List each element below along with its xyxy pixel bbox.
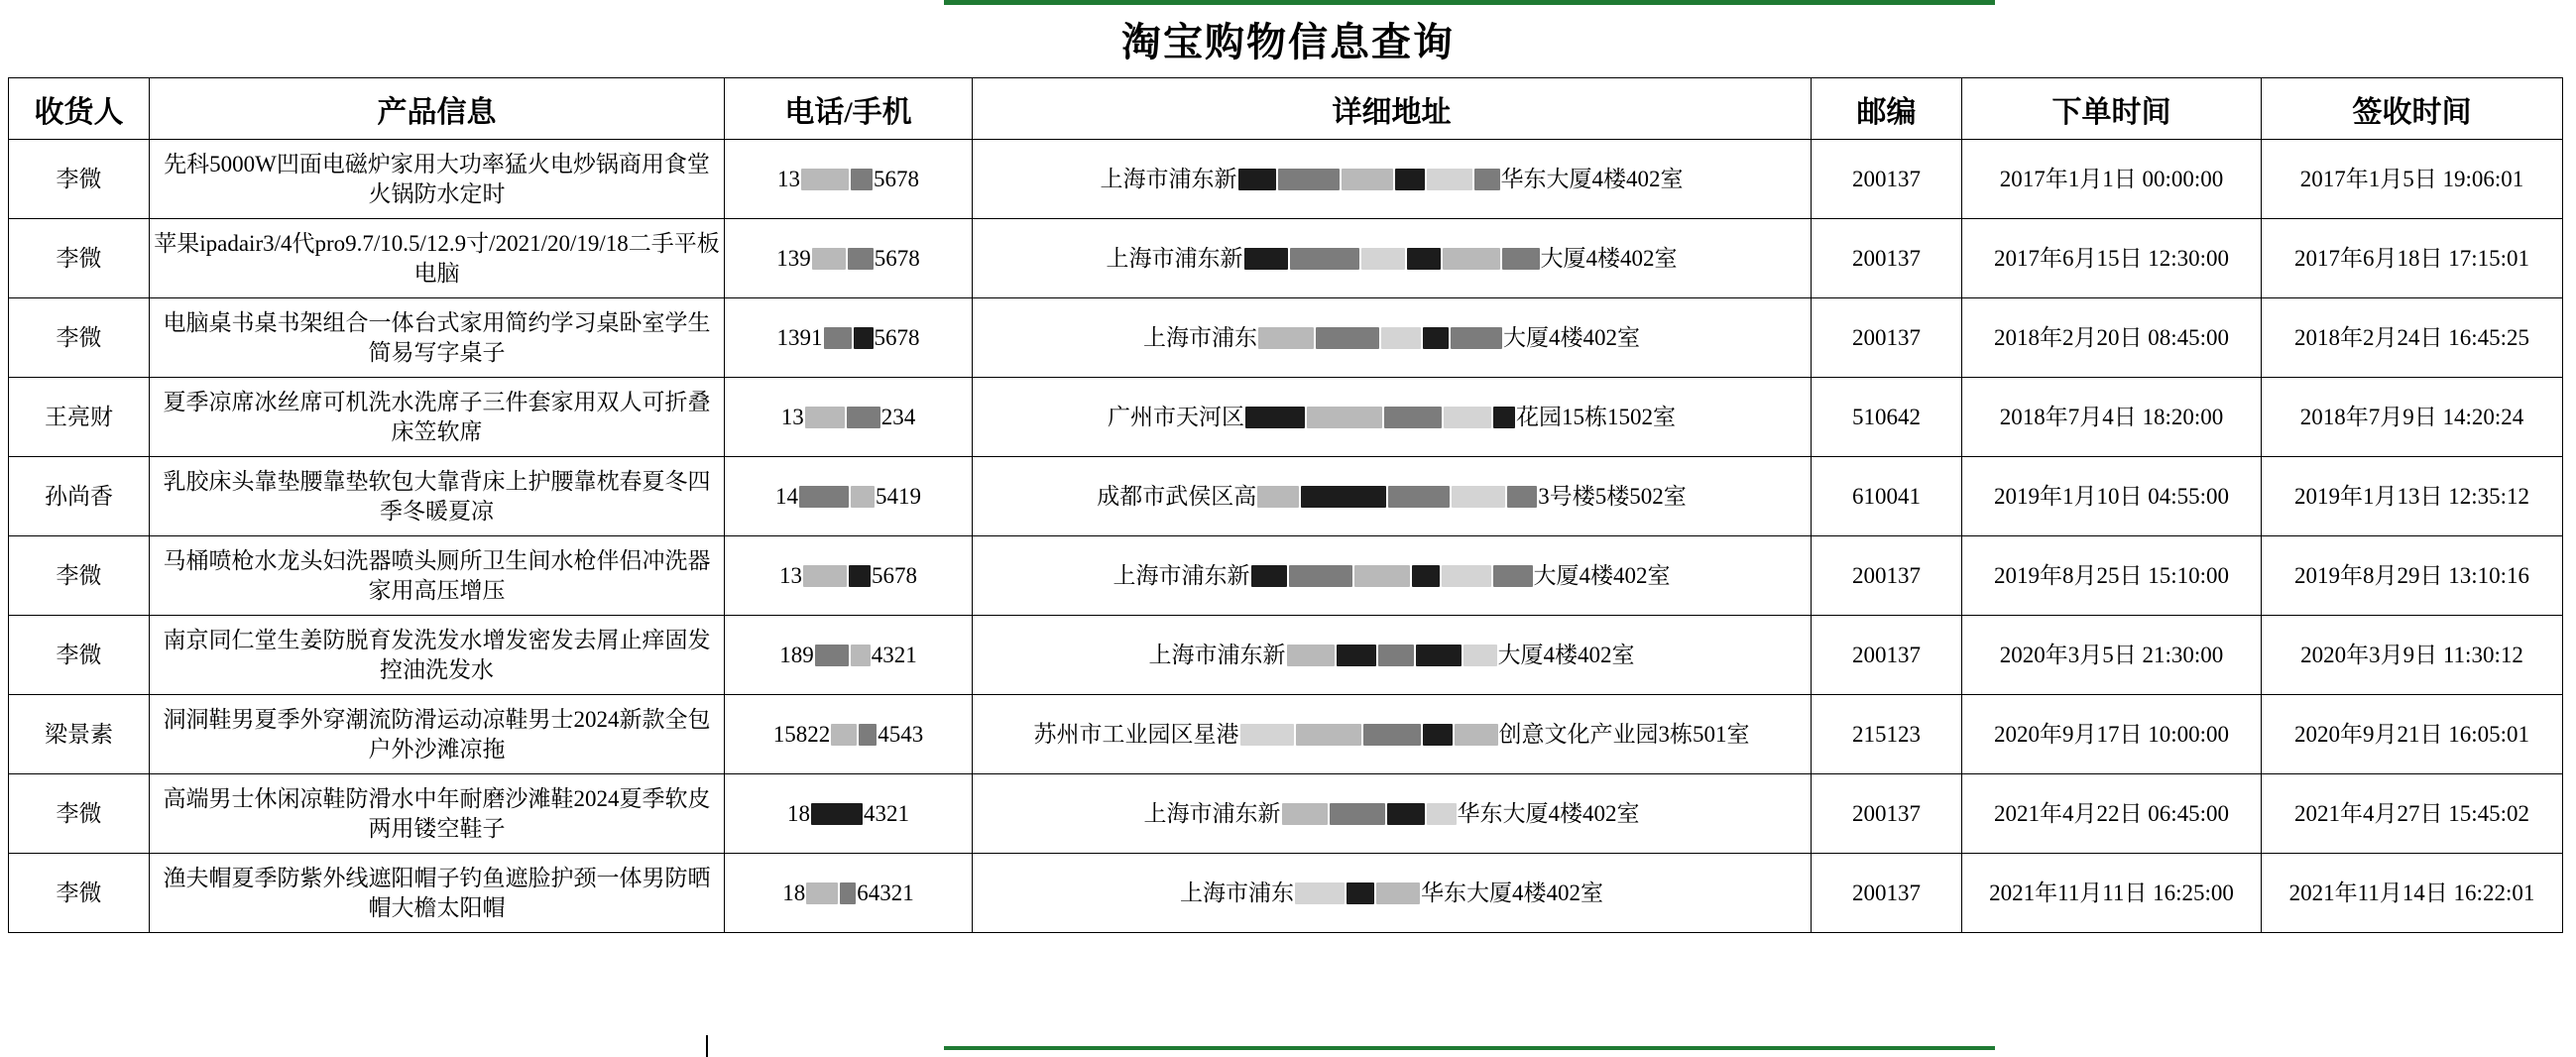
redaction-block bbox=[1337, 645, 1376, 666]
orders-table bbox=[8, 77, 2563, 933]
phone-prefix: 13 bbox=[780, 404, 804, 429]
phone-suffix: 64321 bbox=[857, 880, 914, 905]
address-prefix: 成都市武侯区高 bbox=[1097, 483, 1257, 509]
phone-prefix: 13 bbox=[777, 166, 800, 191]
redaction-block bbox=[1361, 248, 1405, 270]
column-header-receiver: 收货人 bbox=[9, 78, 150, 140]
redaction-block bbox=[1427, 169, 1472, 190]
cell-phone bbox=[725, 378, 973, 457]
redaction-block bbox=[1381, 327, 1421, 349]
cell-zip: 200137 bbox=[1812, 616, 1962, 695]
cell-phone bbox=[725, 457, 973, 536]
cell-zip: 200137 bbox=[1812, 298, 1962, 378]
cell-sign-time: 2021年4月27日 15:45:02 bbox=[2262, 774, 2563, 854]
cell-order-time: 2018年2月20日 08:45:00 bbox=[1962, 298, 2262, 378]
cell-address bbox=[973, 140, 1812, 219]
redaction-block bbox=[1507, 486, 1537, 508]
redaction-block bbox=[1307, 407, 1382, 428]
cell-phone bbox=[725, 298, 973, 378]
redaction-block bbox=[848, 248, 874, 270]
redaction-block bbox=[1443, 248, 1500, 270]
redaction-block bbox=[854, 327, 874, 349]
redaction-block bbox=[1289, 565, 1352, 587]
redaction-block bbox=[1354, 565, 1410, 587]
phone-suffix: 5678 bbox=[874, 324, 920, 350]
table-row bbox=[9, 774, 2563, 854]
redaction-block bbox=[831, 724, 857, 746]
cell-zip: 200137 bbox=[1812, 536, 1962, 616]
phone-suffix: 5678 bbox=[874, 166, 919, 191]
redaction-block bbox=[1245, 407, 1305, 428]
phone-prefix: 189 bbox=[779, 642, 814, 667]
table-row bbox=[9, 616, 2563, 695]
cell-phone bbox=[725, 854, 973, 933]
cell-zip: 200137 bbox=[1812, 774, 1962, 854]
redaction-block bbox=[1282, 803, 1328, 825]
table-row bbox=[9, 854, 2563, 933]
phone-suffix: 4321 bbox=[871, 642, 917, 667]
table-row bbox=[9, 536, 2563, 616]
column-header-phone: 电话/手机 bbox=[725, 78, 973, 140]
cell-zip: 200137 bbox=[1812, 219, 1962, 298]
redaction-block bbox=[1244, 248, 1288, 270]
address-prefix: 广州市天河区 bbox=[1108, 404, 1244, 429]
phone-prefix: 13 bbox=[779, 562, 802, 588]
redaction-block bbox=[799, 486, 849, 508]
table-row bbox=[9, 378, 2563, 457]
cell-order-time: 2017年1月1日 00:00:00 bbox=[1962, 140, 2262, 219]
cell-address bbox=[973, 695, 1812, 774]
phone-prefix: 18 bbox=[782, 880, 806, 905]
redaction-block bbox=[811, 803, 863, 825]
cell-zip: 610041 bbox=[1812, 457, 1962, 536]
redaction-block bbox=[1395, 169, 1425, 190]
cell-phone bbox=[725, 774, 973, 854]
cell-product: 洞洞鞋男夏季外穿潮流防滑运动凉鞋男士2024新款全包户外沙滩凉拖 bbox=[150, 695, 725, 774]
redaction-block bbox=[1258, 327, 1314, 349]
column-header-address: 详细地址 bbox=[973, 78, 1812, 140]
cell-sign-time: 2019年8月29日 13:10:16 bbox=[2262, 536, 2563, 616]
redaction-block bbox=[851, 645, 871, 666]
redaction-block bbox=[1301, 486, 1386, 508]
redaction-block bbox=[1295, 882, 1345, 904]
cell-zip: 200137 bbox=[1812, 854, 1962, 933]
redaction-block bbox=[1493, 565, 1533, 587]
cell-address bbox=[973, 219, 1812, 298]
address-suffix: 华东大厦4楼402室 bbox=[1457, 800, 1640, 826]
cell-sign-time: 2020年9月21日 16:05:01 bbox=[2262, 695, 2563, 774]
cell-phone bbox=[725, 695, 973, 774]
selection-highlight-border bbox=[944, 1046, 1995, 1050]
table-header-row bbox=[9, 78, 2563, 140]
redaction-block bbox=[1257, 486, 1299, 508]
cell-address bbox=[973, 378, 1812, 457]
redaction-block bbox=[1493, 407, 1515, 428]
phone-prefix: 139 bbox=[776, 245, 811, 271]
redaction-block bbox=[805, 407, 845, 428]
address-suffix: 大厦4楼402室 bbox=[1497, 642, 1635, 667]
redaction-block bbox=[1363, 724, 1421, 746]
cell-product: 渔夫帽夏季防紫外线遮阳帽子钓鱼遮脸护颈一体男防晒帽大檐太阳帽 bbox=[150, 854, 725, 933]
cell-phone bbox=[725, 140, 973, 219]
redaction-block bbox=[840, 882, 856, 904]
top-accent-bar bbox=[944, 0, 1995, 5]
redaction-block bbox=[801, 169, 849, 190]
address-suffix: 大厦4楼402室 bbox=[1540, 245, 1678, 271]
page-title: 淘宝购物信息查询 bbox=[1121, 19, 1455, 64]
redaction-block bbox=[1296, 724, 1361, 746]
column-header-sign-time: 签收时间 bbox=[2262, 78, 2563, 140]
cell-receiver: 李微 bbox=[9, 536, 150, 616]
cell-sign-time: 2021年11月14日 16:22:01 bbox=[2262, 854, 2563, 933]
redaction-block bbox=[1251, 565, 1287, 587]
cell-sign-time: 2017年1月5日 19:06:01 bbox=[2262, 140, 2563, 219]
cell-receiver: 孙尚香 bbox=[9, 457, 150, 536]
bottom-grid-line bbox=[706, 1035, 708, 1057]
redaction-block bbox=[1387, 803, 1425, 825]
redaction-block bbox=[1464, 645, 1497, 666]
redaction-block bbox=[1427, 803, 1457, 825]
phone-suffix: 5419 bbox=[876, 483, 921, 509]
phone-suffix: 4543 bbox=[878, 721, 924, 747]
cell-order-time: 2018年7月4日 18:20:00 bbox=[1962, 378, 2262, 457]
phone-suffix: 5678 bbox=[874, 245, 920, 271]
column-header-order-time: 下单时间 bbox=[1962, 78, 2262, 140]
address-prefix: 上海市浦东新 bbox=[1106, 245, 1243, 271]
redaction-block bbox=[1384, 407, 1442, 428]
redaction-block bbox=[1290, 248, 1359, 270]
cell-address bbox=[973, 457, 1812, 536]
address-suffix: 大厦4楼402室 bbox=[1533, 562, 1671, 588]
phone-suffix: 5678 bbox=[872, 562, 917, 588]
cell-order-time: 2019年1月10日 04:55:00 bbox=[1962, 457, 2262, 536]
redaction-block bbox=[1388, 486, 1450, 508]
redaction-block bbox=[1278, 169, 1340, 190]
redaction-block bbox=[1407, 248, 1441, 270]
redaction-block bbox=[1423, 327, 1449, 349]
redaction-block bbox=[851, 169, 873, 190]
cell-sign-time: 2018年7月9日 14:20:24 bbox=[2262, 378, 2563, 457]
cell-receiver: 李微 bbox=[9, 298, 150, 378]
cell-receiver: 李微 bbox=[9, 140, 150, 219]
cell-order-time: 2021年11月11日 16:25:00 bbox=[1962, 854, 2262, 933]
redaction-block bbox=[1455, 724, 1498, 746]
redaction-block bbox=[1347, 882, 1374, 904]
cell-product: 南京同仁堂生姜防脱育发洗发水增发密发去屑止痒固发控油洗发水 bbox=[150, 616, 725, 695]
table-row bbox=[9, 457, 2563, 536]
cell-zip: 215123 bbox=[1812, 695, 1962, 774]
cell-sign-time: 2017年6月18日 17:15:01 bbox=[2262, 219, 2563, 298]
address-prefix: 上海市浦东 bbox=[1180, 880, 1294, 905]
cell-product: 苹果ipadair3/4代pro9.7/10.5/12.9寸/2021/20/19/18二手平板电脑 bbox=[150, 219, 725, 298]
redaction-block bbox=[851, 486, 875, 508]
cell-product: 先科5000W凹面电磁炉家用大功率猛火电炒锅商用食堂火锅防水定时 bbox=[150, 140, 725, 219]
cell-sign-time: 2020年3月9日 11:30:12 bbox=[2262, 616, 2563, 695]
column-header-product: 产品信息 bbox=[150, 78, 725, 140]
redaction-block bbox=[1452, 486, 1505, 508]
redaction-block bbox=[1416, 645, 1462, 666]
table-row bbox=[9, 695, 2563, 774]
cell-phone bbox=[725, 219, 973, 298]
redaction-block bbox=[803, 565, 847, 587]
address-suffix: 创意文化产业园3栋501室 bbox=[1498, 721, 1750, 747]
cell-receiver: 李微 bbox=[9, 616, 150, 695]
redaction-block bbox=[1451, 327, 1502, 349]
cell-order-time: 2019年8月25日 15:10:00 bbox=[1962, 536, 2262, 616]
redaction-block bbox=[1444, 407, 1491, 428]
redaction-block bbox=[847, 407, 880, 428]
address-prefix: 上海市浦东新 bbox=[1143, 800, 1281, 826]
cell-phone bbox=[725, 536, 973, 616]
redaction-block bbox=[1330, 803, 1385, 825]
cell-sign-time: 2019年1月13日 12:35:12 bbox=[2262, 457, 2563, 536]
cell-product: 马桶喷枪水龙头妇洗器喷头厕所卫生间水枪伴侣冲洗器家用高压增压 bbox=[150, 536, 725, 616]
phone-prefix: 18 bbox=[787, 800, 810, 826]
address-prefix: 上海市浦东新 bbox=[1112, 562, 1250, 588]
phone-prefix: 1391 bbox=[776, 324, 823, 350]
address-suffix: 花园15栋1502室 bbox=[1516, 404, 1676, 429]
redaction-block bbox=[1442, 565, 1491, 587]
address-prefix: 上海市浦东新 bbox=[1148, 642, 1286, 667]
table-row bbox=[9, 298, 2563, 378]
cell-address bbox=[973, 854, 1812, 933]
column-header-zip: 邮编 bbox=[1812, 78, 1962, 140]
redaction-block bbox=[1423, 724, 1453, 746]
cell-product: 电脑桌书桌书架组合一体台式家用简约学习桌卧室学生简易写字桌子 bbox=[150, 298, 725, 378]
address-prefix: 上海市浦东 bbox=[1143, 324, 1257, 350]
redaction-block bbox=[1316, 327, 1379, 349]
cell-product: 夏季凉席冰丝席可机洗水洗席子三件套家用双人可折叠床笠软席 bbox=[150, 378, 725, 457]
redaction-block bbox=[824, 327, 852, 349]
cell-zip: 200137 bbox=[1812, 140, 1962, 219]
redaction-block bbox=[1502, 248, 1540, 270]
address-suffix: 华东大厦4楼402室 bbox=[1500, 166, 1684, 191]
cell-receiver: 李微 bbox=[9, 219, 150, 298]
redaction-block bbox=[812, 248, 846, 270]
cell-order-time: 2020年3月5日 21:30:00 bbox=[1962, 616, 2262, 695]
cell-receiver: 李微 bbox=[9, 854, 150, 933]
address-suffix: 华东大厦4楼402室 bbox=[1421, 880, 1603, 905]
table-row bbox=[9, 140, 2563, 219]
cell-order-time: 2017年6月15日 12:30:00 bbox=[1962, 219, 2262, 298]
redaction-block bbox=[1474, 169, 1500, 190]
redaction-block bbox=[1238, 169, 1276, 190]
table-row bbox=[9, 219, 2563, 298]
cell-sign-time: 2018年2月24日 16:45:25 bbox=[2262, 298, 2563, 378]
redaction-block bbox=[1376, 882, 1420, 904]
redaction-block bbox=[806, 882, 838, 904]
title-bar bbox=[0, 0, 2576, 77]
cell-receiver: 王亮财 bbox=[9, 378, 150, 457]
cell-receiver: 梁景素 bbox=[9, 695, 150, 774]
phone-suffix: 234 bbox=[880, 404, 916, 429]
redaction-block bbox=[849, 565, 871, 587]
cell-zip: 510642 bbox=[1812, 378, 1962, 457]
phone-prefix: 14 bbox=[775, 483, 798, 509]
cell-order-time: 2020年9月17日 10:00:00 bbox=[1962, 695, 2262, 774]
cell-receiver: 李微 bbox=[9, 774, 150, 854]
address-suffix: 3号楼5楼502室 bbox=[1538, 483, 1687, 509]
phone-prefix: 15822 bbox=[772, 721, 831, 747]
redaction-block bbox=[1240, 724, 1294, 746]
redaction-block bbox=[1342, 169, 1393, 190]
redaction-block bbox=[859, 724, 877, 746]
cell-phone bbox=[725, 616, 973, 695]
cell-product: 高端男士休闲凉鞋防滑水中年耐磨沙滩鞋2024夏季软皮两用镂空鞋子 bbox=[150, 774, 725, 854]
address-suffix: 大厦4楼402室 bbox=[1503, 324, 1640, 350]
cell-order-time: 2021年4月22日 06:45:00 bbox=[1962, 774, 2262, 854]
cell-address bbox=[973, 616, 1812, 695]
address-prefix: 上海市浦东新 bbox=[1100, 166, 1237, 191]
cell-address bbox=[973, 298, 1812, 378]
cell-product: 乳胶床头靠垫腰靠垫软包大靠背床上护腰靠枕春夏冬四季冬暖夏凉 bbox=[150, 457, 725, 536]
redaction-block bbox=[1378, 645, 1414, 666]
redaction-block bbox=[1287, 645, 1335, 666]
cell-address bbox=[973, 774, 1812, 854]
redaction-block bbox=[1412, 565, 1440, 587]
redaction-block bbox=[815, 645, 849, 666]
address-prefix: 苏州市工业园区星港 bbox=[1033, 721, 1239, 747]
cell-address bbox=[973, 536, 1812, 616]
phone-suffix: 4321 bbox=[864, 800, 909, 826]
